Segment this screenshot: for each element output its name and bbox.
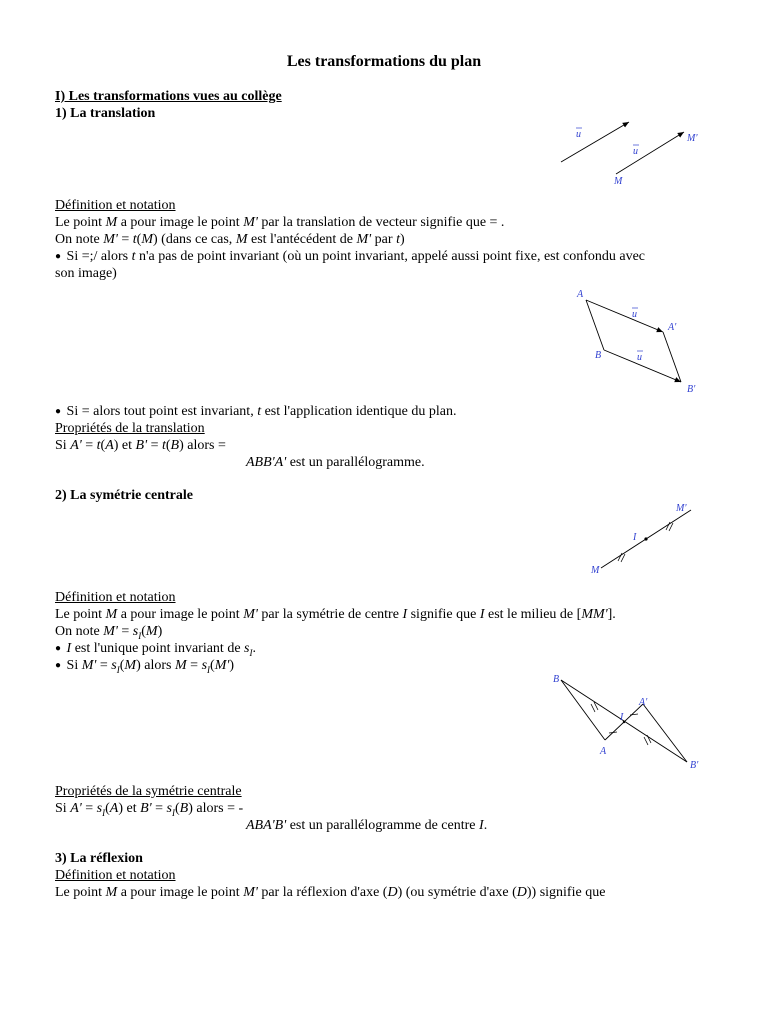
property-conclusion: ABA'B' est un parallélogramme de centre I.	[246, 818, 488, 833]
definition-text: Le point M a pour image le point M' par la réflexion d'axe (D) (ou symétrie d'axe (D)) signifie que	[55, 885, 606, 900]
subsection-heading: 1) La translation	[55, 106, 156, 121]
label-a-prime: A'	[639, 697, 648, 708]
definition-heading: Définition et notation	[55, 868, 176, 883]
bullet-icon: ●	[55, 643, 62, 654]
label-b-prime: B'	[687, 384, 696, 395]
translation-figure	[555, 118, 705, 190]
vector-aa-arrow	[586, 300, 663, 332]
parallelogram-figure	[570, 284, 710, 396]
vector-mm-arrow	[616, 132, 684, 174]
bullet-icon: ●	[55, 406, 62, 417]
label-b-prime: B'	[690, 760, 699, 771]
label-m: M	[614, 176, 623, 187]
subsection-heading: 2) La symétrie centrale	[55, 488, 193, 503]
label-m: M	[591, 565, 600, 576]
subsection-heading: 3) La réflexion	[55, 851, 143, 866]
notation-text: On note M' = t(M) (dans ce cas, M est l'antécédent de M' par t)	[55, 232, 405, 247]
symmetric-parallelogram-figure	[545, 668, 715, 776]
properties-heading: Propriétés de la translation	[55, 421, 205, 436]
label-a: A	[600, 746, 607, 757]
section-heading: I) Les transformations vues au collège	[55, 89, 282, 104]
properties-heading: Propriétés de la symétrie centrale	[55, 784, 242, 799]
bullet-item: ● Si $M' = s_I(M)$ alors $M = s_I(M')$	[55, 658, 235, 675]
bullet-icon: ●	[55, 660, 62, 671]
central-symmetry-figure	[585, 498, 705, 578]
vector-u-arrow	[561, 122, 629, 162]
vector-bb-arrow	[604, 350, 681, 382]
label-a: A	[577, 289, 584, 300]
label-b: B	[553, 674, 560, 685]
bullet-icon: ●	[55, 251, 62, 262]
label-m-prime: M'	[676, 503, 687, 514]
bullet-item: ● I est l'unique point invariant de $s_I$.	[55, 641, 256, 658]
label-a-prime: A'	[668, 322, 677, 333]
label-i: I	[620, 712, 624, 723]
property-text: Si A' = t(A) et B' = t(B) alors =	[55, 438, 226, 453]
notation-text: On note $M' = s_I(M)$	[55, 624, 163, 641]
bullet-item-continuation: son image)	[55, 266, 117, 281]
label-u: u	[637, 352, 642, 363]
label-m-prime: M'	[687, 133, 698, 144]
definition-heading: Définition et notation	[55, 198, 176, 213]
definition-text: Le point M a pour image le point M' par la translation de vecteur signifie que = .	[55, 215, 505, 230]
bullet-item: ● Si = alors tout point est invariant, t est l'application identique du plan.	[55, 404, 457, 419]
property-conclusion: ABB'A' est un parallélogramme.	[246, 455, 425, 470]
bullet-item: ● Si =;/ alors t n'a pas de point invariant (où un point invariant, appelé aussi point fixe, est confondu avec	[55, 249, 646, 264]
label-i: I	[633, 532, 637, 543]
label-u: u	[632, 309, 637, 320]
label-u: u	[576, 129, 581, 140]
label-u: u	[633, 146, 638, 157]
page-title: Les transformations du plan	[286, 53, 482, 70]
property-text: Si $A' = s_I(A)$ et $B' = s_I(B)$ alors = -	[55, 801, 244, 818]
label-b: B	[595, 350, 602, 361]
definition-heading: Définition et notation	[55, 590, 176, 605]
definition-text: Le point M a pour image le point M' par la symétrie de centre I signifie que I est le milieu de [MM'].	[55, 607, 616, 622]
